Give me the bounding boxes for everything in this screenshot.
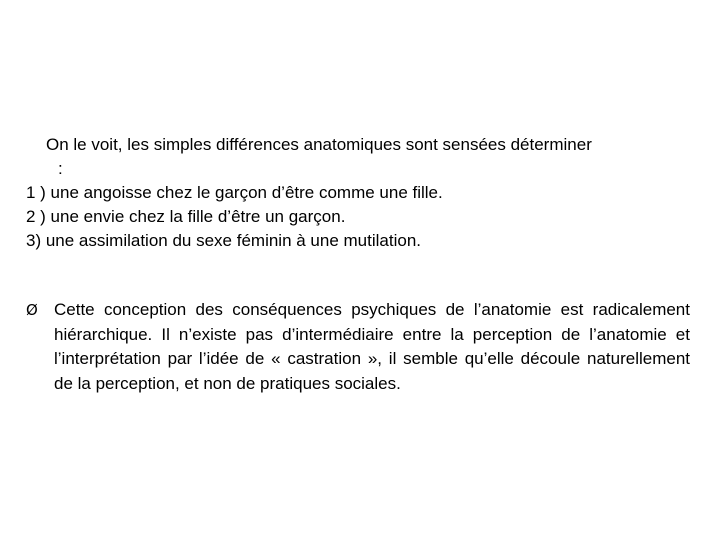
- list-item: 3) une assimilation du sexe féminin à une mutilation.: [26, 231, 421, 250]
- arrow-bullet-icon: Ø: [26, 301, 38, 319]
- numbered-list: [26, 181, 698, 253]
- bullet-paragraph: [26, 298, 690, 396]
- intro-paragraph: [26, 133, 698, 181]
- list-item: 1 ) une angoisse chez le garçon d’être comme une fille.: [26, 183, 443, 202]
- intro-text: On le voit, les simples différences anatomiques sont sensées déterminer: [46, 135, 592, 154]
- list-item: 2 ) une envie chez la fille d’être un garçon.: [26, 207, 346, 226]
- intro-colon: :: [58, 159, 63, 178]
- bullet-text: Cette conception des conséquences psychiques de l’anatomie est radicalement hiérarchique. Il n’existe pas d’intermédiaire entre la perception de l’anatomie et l’interprétation par l’idée de « castration », il semble qu’elle découle naturellement de la perception, et non de pratiques sociales.: [54, 300, 690, 393]
